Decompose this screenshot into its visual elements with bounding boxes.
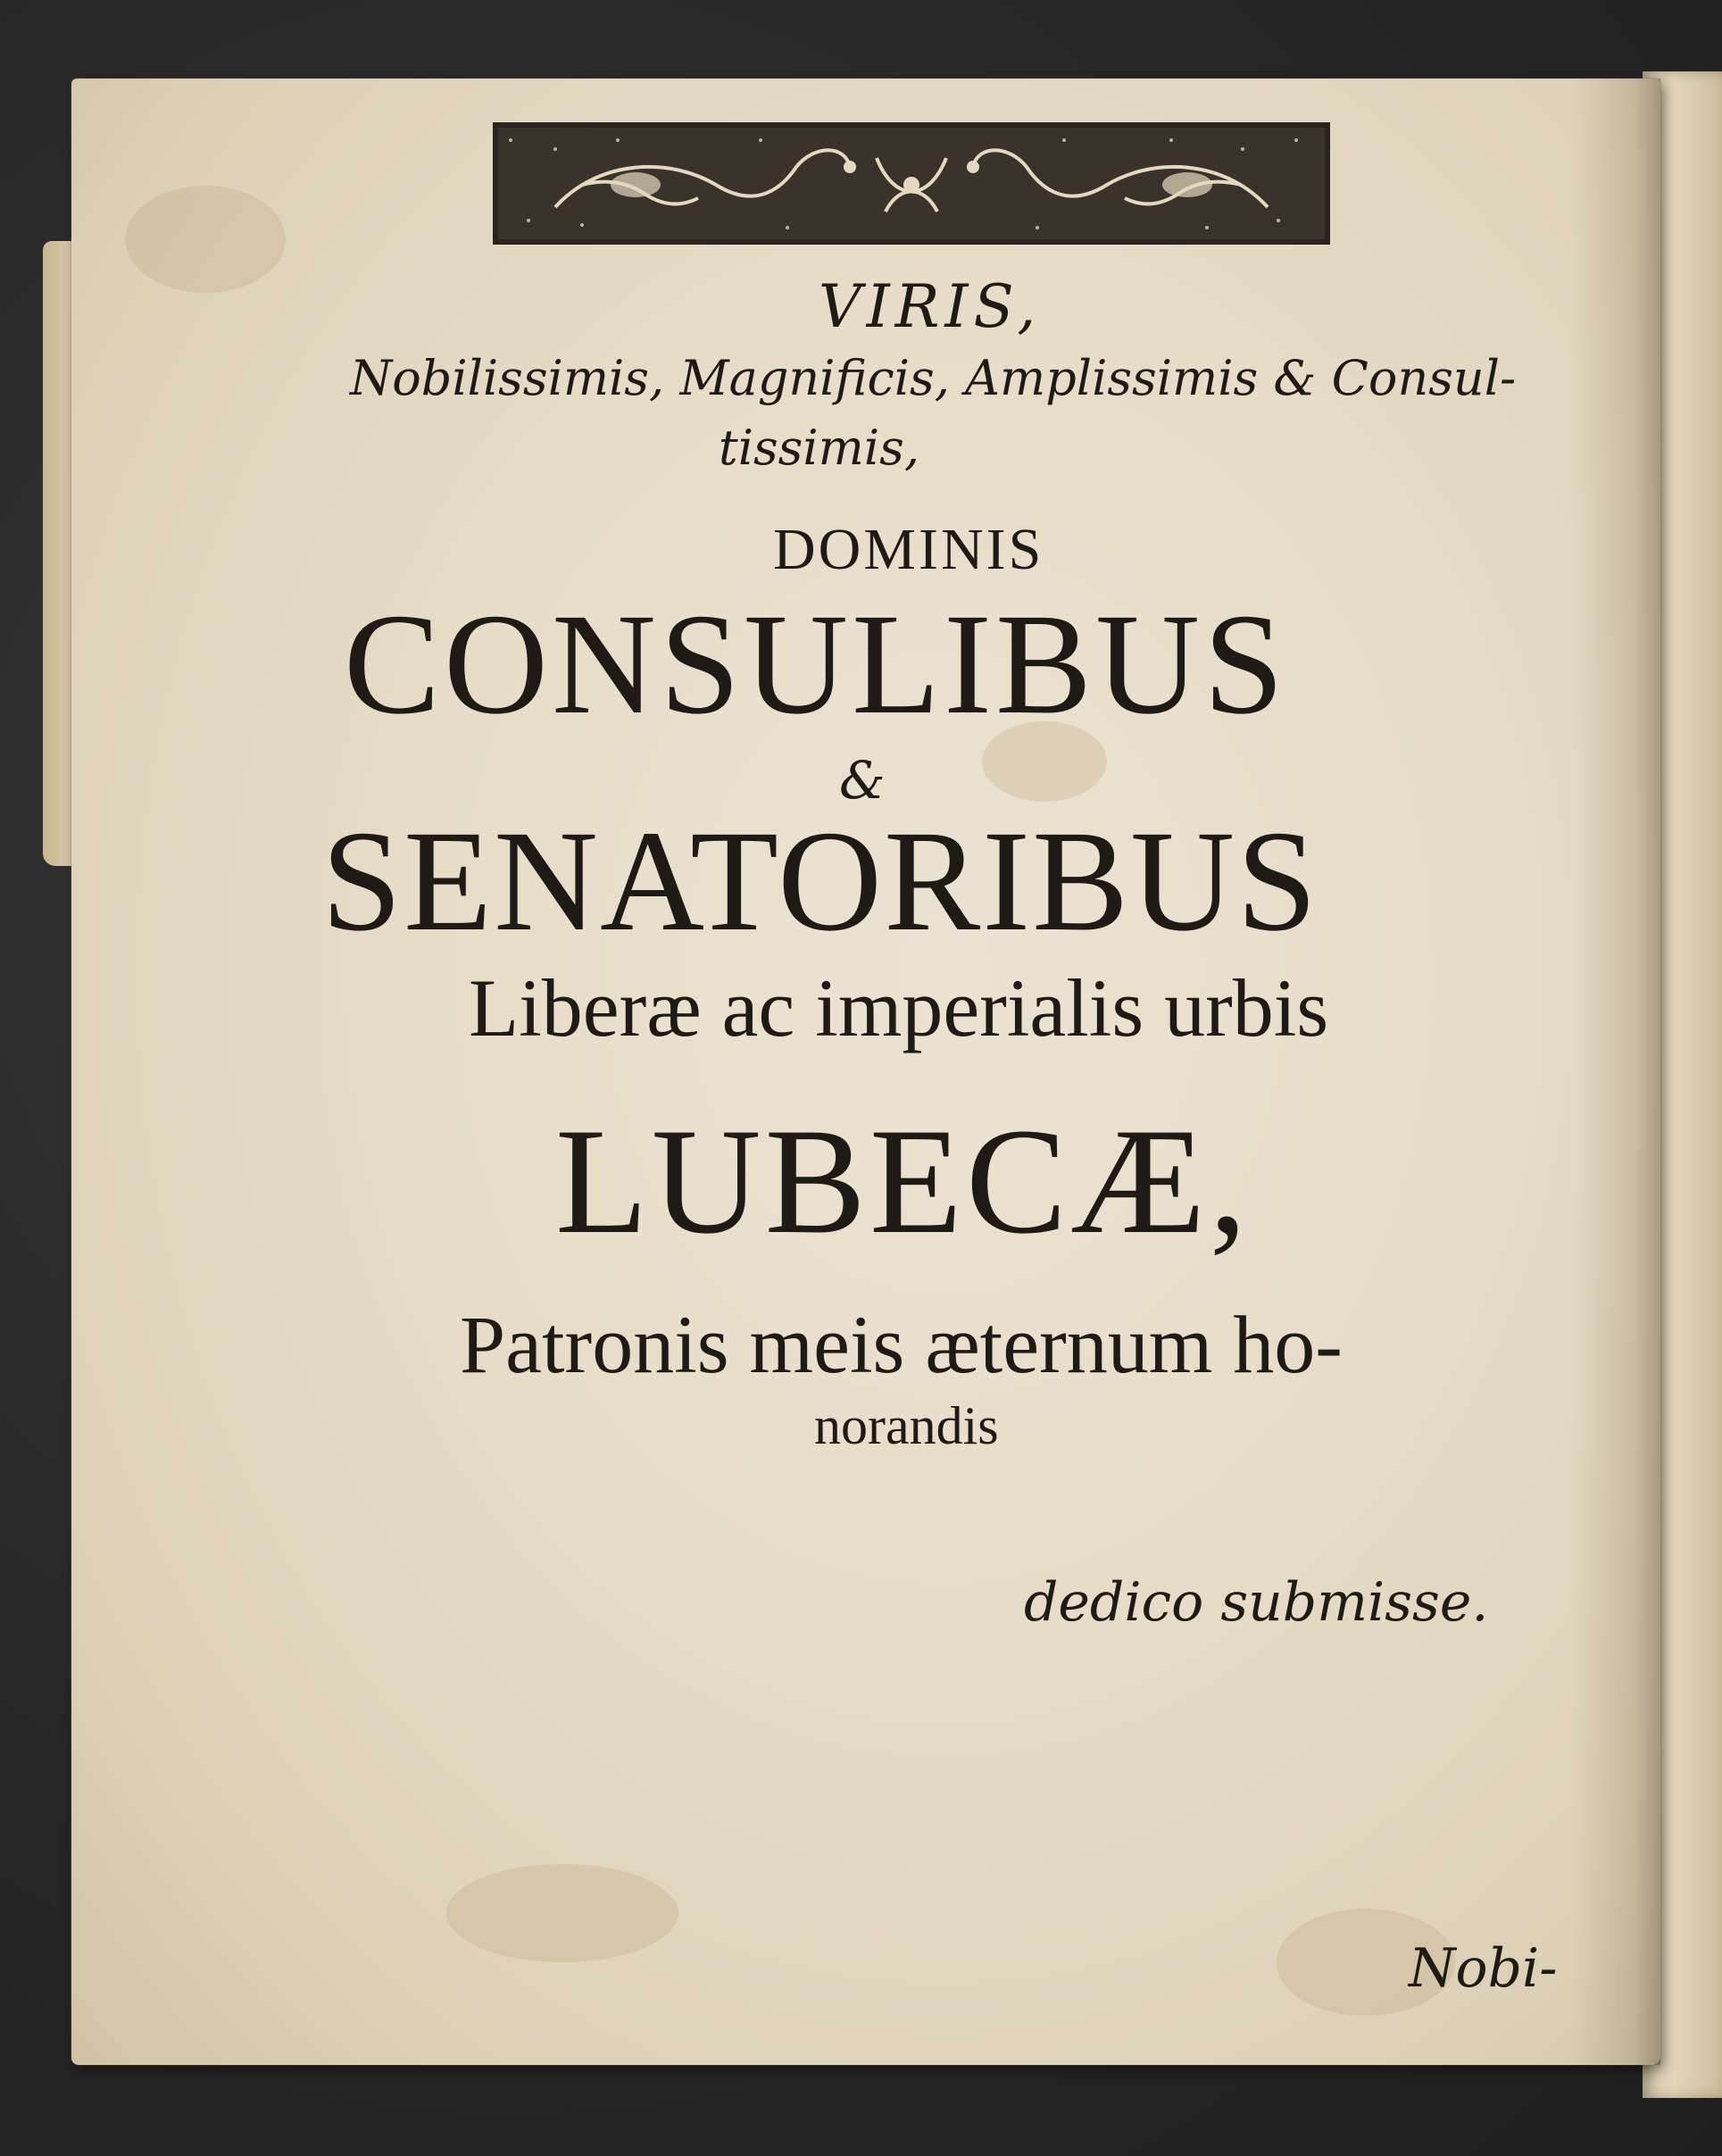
ampersand: & — [839, 750, 886, 811]
title-consulibus: CONSULIBUS — [344, 585, 1288, 745]
title-lubecae: LUBECÆ, — [555, 1097, 1251, 1265]
line-patronis: Patronis meis æternum ho- — [460, 1299, 1343, 1390]
line-liberae: Liberæ ac imperialis urbis — [469, 962, 1329, 1053]
line-tissimis: tissimis, — [719, 420, 920, 476]
line-dedico: dedico submisse. — [1024, 1571, 1489, 1634]
line-norandis: norandis — [814, 1396, 999, 1455]
title-senatoribus: SENATORIBUS — [321, 802, 1319, 961]
catchword: Nobi- — [1409, 1937, 1558, 2000]
line-nobilissimis: Nobilissimis, Magnificis, Amplissimis & Consul- — [350, 350, 1517, 406]
heading-viris: VIRIS, — [819, 272, 1042, 341]
line-dominis: DOMINIS — [773, 517, 1044, 582]
